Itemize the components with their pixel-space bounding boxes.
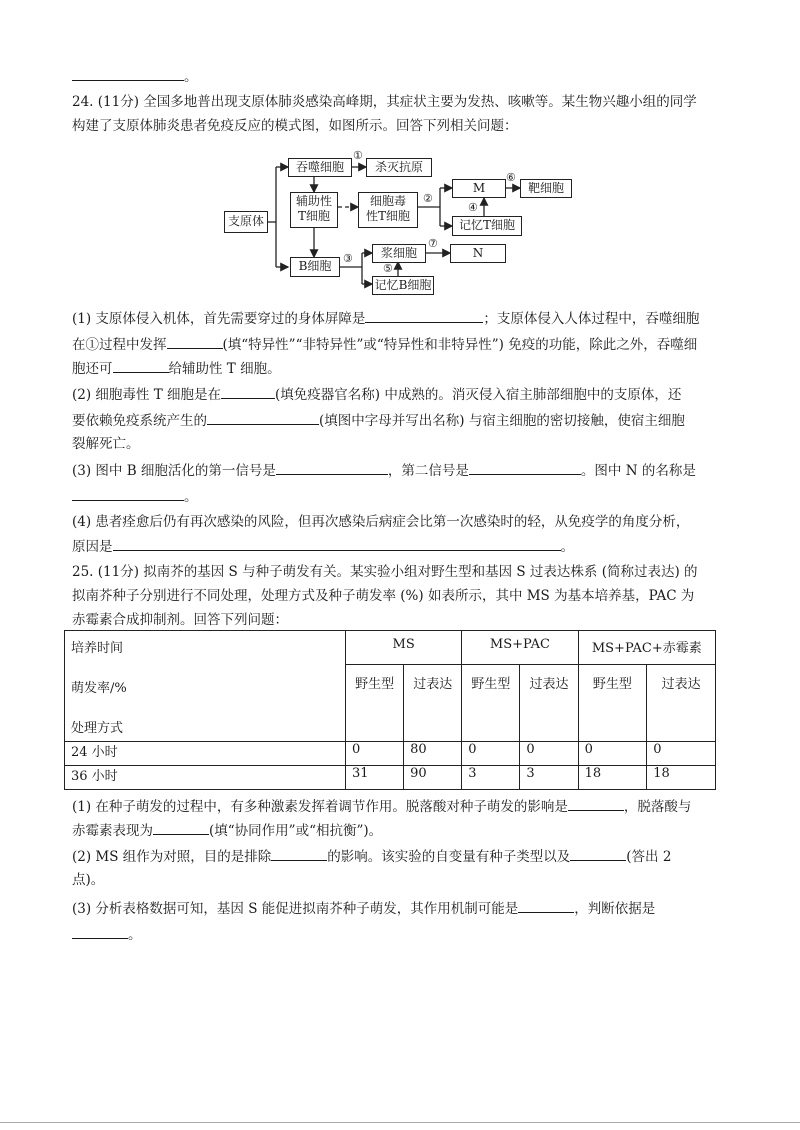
immune-diagram: [0, 0, 800, 300]
table-row: [65, 742, 716, 766]
answer-blank[interactable]: [518, 898, 574, 913]
box-plasma-cell: 浆细胞: [372, 244, 426, 263]
germination-table: [64, 630, 716, 790]
table-row: [65, 766, 716, 790]
box-cytotoxic-t: 细胞毒 性T细胞: [358, 192, 418, 228]
table-cell: 90: [404, 766, 462, 790]
answer-blank[interactable]: [469, 460, 581, 475]
sub-wild: 野生型: [462, 665, 520, 742]
answer-blank[interactable]: [113, 536, 561, 551]
box-kill-antigen: 杀灭抗原: [366, 158, 432, 177]
answer-blank[interactable]: [271, 846, 327, 861]
box-b-cell: B细胞: [290, 257, 340, 277]
q24-4-line1: (4) 患者痊愈后仍有再次感染的风险，但再次感染后病症会比第一次感染时的轻，从免疫学的角度分析，: [72, 514, 690, 530]
answer-blank[interactable]: [221, 384, 275, 399]
sub-overexp: 过表达: [404, 665, 462, 742]
q24-2-line1: (2) 细胞毒性 T 细胞是在 (填免疫器官名称) 中成熟的。消灭侵入宿主肺部细胞中的支原体，还: [72, 384, 681, 405]
label-step-3: ③: [343, 252, 353, 265]
q24-1-line1: (1) 支原体侵入机体，首先需要穿过的身体屏障是 ；支原体侵入人体过程中，吞噬细胞: [72, 308, 699, 329]
q24-stem-line2: 构建了支原体肺炎患者免疫反应的模式图，如图所示。回答下列相关问题：: [72, 118, 518, 134]
table-cell: 0: [647, 742, 716, 766]
table-cell: 3: [462, 766, 520, 790]
q25-1-line2: 赤霉素表现为 (填“协同作用”或“相抗衡”)。: [72, 820, 382, 841]
answer-blank[interactable]: [72, 924, 128, 939]
q25-2-line2: 点)。: [72, 872, 105, 888]
q25-3-line1: (3) 分析表格数据可知，基因 S 能促进拟南芥种子萌发，其作用机制可能是 ，判断依据是: [72, 898, 655, 919]
group-ms-pac-ga: MS+PAC+赤霉素: [578, 631, 715, 665]
answer-blank[interactable]: [72, 486, 184, 501]
q24-3-line2: 。: [72, 486, 198, 507]
sub-wild: 野生型: [346, 665, 404, 742]
q25-2-line1: (2) MS 组作为对照，目的是排除 的影响。该实验的自变量有种子类型以及 (答出 2: [72, 846, 671, 867]
table-cell: 0: [346, 742, 404, 766]
box-memory-b: 记忆B细胞: [372, 276, 434, 295]
prev-answer-line: 。: [72, 66, 198, 87]
q24-2-line2: 要依赖免疫系统产生的 (填图中字母并写出名称) 与宿主细胞的密切接触，使宿主细胞: [72, 410, 685, 431]
group-ms: MS: [346, 631, 462, 665]
label-step-1: ①: [353, 149, 363, 162]
sub-overexp: 过表达: [520, 665, 578, 742]
answer-blank[interactable]: [167, 334, 223, 349]
answer-blank[interactable]: [568, 796, 624, 811]
q25-1-line1: (1) 在种子萌发的过程中，有多种激素发挥着调节作用。脱落酸对种子萌发的影响是 ，脱落酸与: [72, 796, 691, 817]
box-phagocyte: 吞噬细胞: [288, 158, 352, 177]
answer-blank[interactable]: [276, 460, 388, 475]
label-step-7: ⑦: [428, 237, 438, 250]
table-header-corner: [65, 631, 346, 742]
header-time: 培养时间: [71, 641, 124, 656]
sub-wild: 野生型: [578, 665, 647, 742]
sub-overexp: 过表达: [647, 665, 716, 742]
page-bottom-rule: [0, 1122, 800, 1123]
box-mycoplasma: 支原体: [224, 211, 268, 233]
box-target-cell: 靶细胞: [520, 179, 572, 198]
q24-1-line3: 胞还可 给辅助性 T 细胞。: [72, 358, 281, 379]
answer-blank[interactable]: [207, 410, 319, 425]
answer-blank[interactable]: [113, 358, 169, 373]
q25-stem-line1: 25. (11分) 拟南芥的基因 S 与种子萌发有关。某实验小组对野生型和基因 S 过表达株系 (简称过表达) 的: [72, 564, 698, 580]
row-label: 24 小时: [65, 742, 346, 766]
table-cell: 0: [462, 742, 520, 766]
header-rate: 萌发率/%: [71, 681, 127, 696]
label-step-5: ⑤: [383, 262, 393, 275]
q25-3-line2: 。: [72, 924, 142, 945]
table-cell: 0: [578, 742, 647, 766]
box-memory-t: 记忆T细胞: [452, 216, 522, 236]
q25-stem-line3: 赤霉素合成抑制剂。回答下列问题：: [72, 612, 288, 628]
q24-2-line3: 裂解死亡。: [72, 436, 140, 452]
table-cell: 18: [578, 766, 647, 790]
header-treatment: 处理方式: [71, 721, 124, 736]
q24-1-line2: 在①过程中发挥 (填“特异性”“非特异性”或“特异性和非特异性”) 免疫的功能，除此之外，吞噬细: [72, 334, 697, 355]
table-cell: 80: [404, 742, 462, 766]
box-helper-t: 辅助性 T细胞: [290, 192, 338, 228]
answer-blank[interactable]: [153, 820, 209, 835]
table-cell: 18: [647, 766, 716, 790]
table-cell: 0: [520, 742, 578, 766]
box-n: N: [450, 244, 506, 263]
q25-stem-line2: 拟南芥种子分别进行不同处理，处理方式及种子萌发率 (%) 如表所示，其中 MS 为基本培养基，PAC 为: [72, 588, 695, 604]
row-label: 36 小时: [65, 766, 346, 790]
label-step-2: ②: [423, 192, 433, 205]
q24-4-line2: 原因是 。: [72, 536, 574, 557]
box-m: M: [452, 179, 506, 198]
q24-stem-line1: 24. (11分) 全国多地普出现支原体肺炎感染高峰期，其症状主要为发热、咳嗽等。某生物兴趣小组的同学: [72, 94, 697, 110]
q24-3-line1: (3) 图中 B 细胞活化的第一信号是 ，第二信号是 。图中 N 的名称是: [72, 460, 696, 481]
answer-blank[interactable]: [570, 846, 626, 861]
label-step-4: ④: [468, 201, 478, 214]
answer-blank[interactable]: [365, 308, 483, 323]
label-step-6: ⑥: [506, 171, 516, 184]
group-ms-pac: MS+PAC: [462, 631, 578, 665]
table-cell: 31: [346, 766, 404, 790]
table-cell: 3: [520, 766, 578, 790]
